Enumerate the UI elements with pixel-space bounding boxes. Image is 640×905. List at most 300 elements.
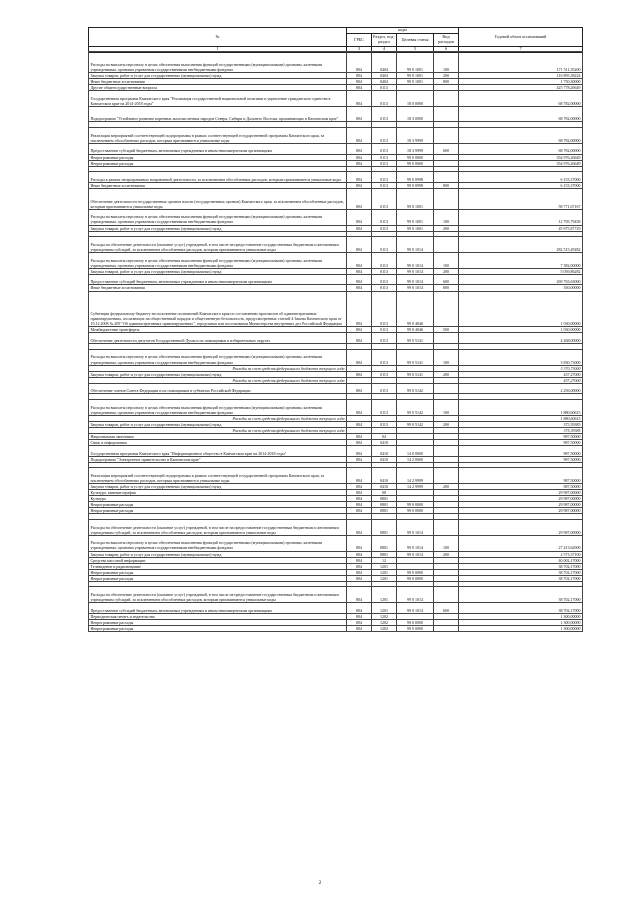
row-amount: 437,27000 [459, 377, 583, 383]
row-section: 1201 [372, 587, 397, 603]
row-section: 0113 [372, 333, 397, 344]
row-name: Обеспечение членов Совета Федерации и их помощников в субъектах Российской Федерации [89, 383, 347, 394]
row-section: 0801 [372, 535, 397, 551]
row-expense-type [434, 333, 459, 344]
row-amount: 282 515,49282 [459, 237, 583, 253]
row-name: Иные бюджетные ассигнования [89, 78, 347, 84]
row-section: 0801 [372, 551, 397, 557]
table-row [89, 468, 583, 484]
row-target-article: 99 0 1014 [397, 285, 434, 291]
row-name: Иные бюджетные ассигнования [89, 182, 347, 188]
row-grbs: 804 [347, 383, 372, 394]
row-target-article: 99 0 5142 [397, 421, 434, 427]
row-expense-type [434, 446, 459, 457]
row-name: Периодическая печать и издательства [89, 613, 347, 619]
row-grbs: 804 [347, 433, 372, 439]
table-row [89, 274, 583, 285]
row-section: 0113 [372, 268, 397, 274]
row-amount: 987,50000 [459, 484, 583, 490]
row-grbs: 804 [347, 143, 372, 154]
row-name: Связь и информатика [89, 439, 347, 445]
row-target-article: 99 0 1014 [397, 587, 434, 603]
row-target-article: 99 0 1001 [397, 188, 434, 209]
row-name: Предоставление субсидий бюджетным, автономным учреждениям и иным некоммерческим организациям [89, 143, 347, 154]
row-expense-type: 200 [434, 371, 459, 377]
row-expense-type: 200 [434, 72, 459, 78]
row-section: 1201 [372, 575, 397, 581]
row-section: 0113 [372, 154, 397, 160]
row-expense-type: 800 [434, 285, 459, 291]
row-grbs: 804 [347, 603, 372, 614]
row-grbs: 804 [347, 439, 372, 445]
row-grbs: 804 [347, 484, 372, 490]
row-name: Непрограммные расходы [89, 569, 347, 575]
row-amount: 68 782,00000 [459, 128, 583, 144]
row-target-article: 99 0 1014 [397, 252, 434, 268]
row-amount: 1 300,00000 [459, 625, 583, 631]
row-name: Обеспечение деятельности депутатов Государственной Думы и их помощников в избирательных округах [89, 333, 347, 344]
row-expense-type: 200 [434, 484, 459, 490]
row-amount: 354 976,26649 [459, 160, 583, 166]
row-expense-type [434, 468, 459, 484]
row-expense-type: 200 [434, 225, 459, 231]
row-target-article: 18 3 9999 [397, 128, 434, 144]
row-section: 1201 [372, 569, 397, 575]
row-name: Иные бюджетные ассигнования [89, 285, 347, 291]
row-amount: 425 778,26649 [459, 84, 583, 90]
row-expense-type: 600 [434, 603, 459, 614]
row-expense-type [434, 625, 459, 631]
row-section: 04 [372, 433, 397, 439]
table-row [89, 143, 583, 154]
row-amount: 987,50000 [459, 456, 583, 462]
row-amount: 38 702,17000 [459, 587, 583, 603]
row-amount: 38 702,17000 [459, 575, 583, 581]
row-target-article: 14 2 9999 [397, 484, 434, 490]
row-name: Государственная программа Камчатского края "Реализация государственной национальной политики и укрепление гражданского единства в Камчатском крае на 2014-2018 годы" [89, 90, 347, 106]
table-row [89, 349, 583, 365]
row-section: 0113 [372, 84, 397, 90]
row-name: Обеспечение деятельности государственных органов власти (государственных органов) Камчатского края, за исключением обособленных расходов, которым присваиваются уникальные коды [89, 188, 347, 209]
row-target-article: 99 0 0000 [397, 625, 434, 631]
row-grbs: 804 [347, 520, 372, 536]
row-amount: 3 370,73000 [459, 365, 583, 371]
row-expense-type: 200 [434, 551, 459, 557]
row-amount: 987,50000 [459, 446, 583, 457]
row-amount: 68 782,00000 [459, 90, 583, 106]
row-grbs: 804 [347, 456, 372, 462]
row-section: 0113 [372, 327, 397, 333]
row-name: Непрограммные расходы [89, 619, 347, 625]
row-expense-type [434, 520, 459, 536]
row-target-article: 99 0 0000 [397, 154, 434, 160]
table-row [89, 252, 583, 268]
table-row [89, 106, 583, 122]
row-amount: 1 030,00000 [459, 327, 583, 333]
row-name: Телевидение и радиовещание [89, 563, 347, 569]
row-section: 0113 [372, 106, 397, 122]
row-section: 0113 [372, 182, 397, 188]
table-row [89, 128, 583, 144]
table-row [89, 291, 583, 327]
row-target-article: 99 0 1014 [397, 551, 434, 557]
header-expense-type: Вид расходов [434, 34, 459, 47]
row-grbs: 804 [347, 90, 372, 106]
row-section: 0113 [372, 128, 397, 144]
row-grbs: 804 [347, 502, 372, 508]
row-expense-type [434, 90, 459, 106]
row-grbs: 804 [347, 106, 372, 122]
row-name: Государственная программа Камчатского края "Информационное общество в Камчатском крае на 2014-2018 годы" [89, 446, 347, 457]
row-name: Культура, кинематография [89, 490, 347, 496]
row-amount: 1 880,60615 [459, 400, 583, 416]
row-amount: 6 153,37000 [459, 172, 583, 183]
row-amount: 3 830,73000 [459, 349, 583, 365]
row-expense-type: 600 [434, 143, 459, 154]
row-section: 0113 [372, 225, 397, 231]
row-target-article: 14 0 0000 [397, 446, 434, 457]
header-colnum-3: 3 [347, 47, 372, 53]
table-row [89, 587, 583, 603]
row-target-article: 99 0 0000 [397, 160, 434, 166]
row-expense-type [434, 291, 459, 327]
row-section: 0404 [372, 52, 397, 73]
row-section: 0113 [372, 274, 397, 285]
row-section: 0410 [372, 456, 397, 462]
row-grbs: 804 [347, 446, 372, 457]
row-target-article: 99 0 1014 [397, 535, 434, 551]
row-amount: 2 573,37100 [459, 551, 583, 557]
page-number: 2 [318, 880, 322, 886]
row-expense-type: 800 [434, 182, 459, 188]
row-section: 0113 [372, 421, 397, 427]
row-grbs: 804 [347, 72, 372, 78]
row-name: Расходы на обеспечение деятельности (оказание услуг) учреждений, в том числе на предоставление государственным бюджетным и автономным учреждениям субсидий, за исключением обособленных расходов, которым присваиваются уникальные коды [89, 587, 347, 603]
row-expense-type: 100 [434, 349, 459, 365]
row-amount: 987,50000 [459, 433, 583, 439]
row-amount: 171 511,35200 [459, 52, 583, 73]
row-section: 0113 [372, 383, 397, 394]
row-expense-type: 100 [434, 535, 459, 551]
row-section: 0113 [372, 188, 397, 209]
row-section: 0113 [372, 143, 397, 154]
row-amount: 350,00000 [459, 285, 583, 291]
row-section: 0410 [372, 446, 397, 457]
header-colnum-4: 4 [372, 47, 397, 53]
row-target-article: 99 0 1001 [397, 52, 434, 73]
row-expense-type [434, 128, 459, 144]
row-grbs: 804 [347, 535, 372, 551]
row-target-article: 99 0 1014 [397, 520, 434, 536]
row-section: 0113 [372, 371, 397, 377]
row-target-article: 18 0 0000 [397, 90, 434, 106]
row-grbs: 804 [347, 508, 372, 514]
row-name: Непрограммные расходы [89, 625, 347, 631]
row-grbs: 804 [347, 619, 372, 625]
row-name: Подпрограмма "Электронное правительство в Камчатском крае" [89, 456, 347, 462]
row-expense-type: 800 [434, 78, 459, 84]
table-row [89, 333, 583, 344]
table-row [89, 603, 583, 614]
row-name: Закупка товаров, работ и услуг для государственных (муниципальных) нужд [89, 421, 347, 427]
row-section: 0801 [372, 508, 397, 514]
table-row [89, 237, 583, 253]
row-target-article: 18 3 0000 [397, 106, 434, 122]
row-expense-type: 100 [434, 52, 459, 73]
row-target-article: 99 0 1014 [397, 603, 434, 614]
table-row [89, 52, 583, 73]
row-name: Закупка товаров, работ и услуг для государственных (муниципальных) нужд [89, 72, 347, 78]
row-section: 0404 [372, 78, 397, 84]
row-amount: 987,50000 [459, 439, 583, 445]
row-amount: 1 880,60615 [459, 415, 583, 421]
row-target-article: 99 0 5141 [397, 349, 434, 365]
row-amount: 6 153,37000 [459, 182, 583, 188]
row-name: Расходы за счет средств федерального бюджета текущего года [89, 427, 347, 433]
row-grbs: 804 [347, 575, 372, 581]
row-amount: 375,39385 [459, 427, 583, 433]
row-section: 1201 [372, 563, 397, 569]
row-section: 1201 [372, 603, 397, 614]
table-row [89, 625, 583, 631]
row-grbs: 804 [347, 188, 372, 209]
row-grbs: 804 [347, 569, 372, 575]
row-name: Закупка товаров, работ и услуг для государственных (муниципальных) нужд [89, 268, 347, 274]
row-grbs: 804 [347, 349, 372, 365]
row-section: 0410 [372, 439, 397, 445]
row-expense-type [434, 587, 459, 603]
row-amount: 58 771,67167 [459, 188, 583, 209]
row-grbs: 804 [347, 587, 372, 603]
row-grbs: 804 [347, 291, 372, 327]
row-section: 12 [372, 557, 397, 563]
row-name: Расходы на выплаты персоналу в целях обеспечения выполнения функций государственными (муниципальными) органами, казенными учреждениями, органами управления государственными внебюджетными фондами [89, 400, 347, 416]
row-name: Непрограммные расходы [89, 508, 347, 514]
row-target-article: 99 0 4046 [397, 327, 434, 333]
row-amount: 29 987,00000 [459, 520, 583, 536]
row-grbs: 804 [347, 333, 372, 344]
header-colnum-7: 7 [459, 47, 583, 53]
row-amount: 68 782,00000 [459, 106, 583, 122]
row-name: Расходы на выплаты персоналу в целях обеспечения выполнения функций государственными (муниципальными) органами, казенными учреждениями, органами управления государственными внебюджетными фондами [89, 535, 347, 551]
row-name: Расходы на выплаты персоналу в целях обеспечения выполнения функций государственными (муниципальными) органами, казенными учреждениями, органами управления государственными внебюджетными фондами [89, 252, 347, 268]
row-section: 0801 [372, 502, 397, 508]
row-name: Подпрограмма "Устойчивое развитие коренных малочисленных народов Севера, Сибири и Дальнего Востока, проживающих в Камчатском крае" [89, 106, 347, 122]
row-name: Расходы на обеспечение деятельности (оказание услуг) учреждений, в том числе на предоставление государственным бюджетным и автономным учреждениям субсидий, за исключением обособленных расходов, которым присваиваются уникальные коды [89, 520, 347, 536]
row-amount: 68 782,00000 [459, 143, 583, 154]
header-target-article: Целевая статья [397, 34, 434, 47]
row-section: 0113 [372, 285, 397, 291]
row-grbs: 804 [347, 421, 372, 427]
table-row [89, 383, 583, 394]
row-name: Непрограммные расходы [89, 502, 347, 508]
row-name: Предоставление субсидий бюджетным, автономным учреждениям и иным некоммерческим организациям [89, 274, 347, 285]
row-target-article: 99 0 1014 [397, 268, 434, 274]
row-target-article: 99 0 5141 [397, 371, 434, 377]
row-grbs: 804 [347, 400, 372, 416]
row-name: Средства массовой информации [89, 557, 347, 563]
row-amount: 27 413,62900 [459, 535, 583, 551]
row-target-article: 99 0 0000 [397, 575, 434, 581]
row-name: Непрограммные расходы [89, 160, 347, 166]
row-target-article: 99 0 5142 [397, 383, 434, 394]
row-target-article: 99 0 1001 [397, 225, 434, 231]
row-target-article: 99 0 0998 [397, 182, 434, 188]
row-target-article: 99 0 5142 [397, 400, 434, 416]
table-row [89, 188, 583, 209]
row-target-article: 99 0 0000 [397, 508, 434, 514]
row-grbs: 804 [347, 160, 372, 166]
row-amount: 12 795,79438 [459, 209, 583, 225]
header-colnum-1: 1 [89, 47, 347, 53]
row-name: Непрограммные расходы [89, 575, 347, 581]
row-target-article: 18 3 9999 [397, 143, 434, 154]
row-name: Расходы на выплаты персоналу в целях обеспечения выполнения функций государственными (муниципальными) органами, казенными учреждениями, органами управления государственными внебюджетными фондами [89, 349, 347, 365]
row-target-article: 99 0 1001 [397, 78, 434, 84]
row-expense-type: 500 [434, 327, 459, 333]
table-row [89, 446, 583, 457]
row-section: 1202 [372, 619, 397, 625]
row-amount: 7 382,00000 [459, 252, 583, 268]
row-target-article: 99 0 5141 [397, 333, 434, 344]
row-section: 0113 [372, 291, 397, 327]
row-name: Реализация мероприятий соответствующей подпрограммы в рамках соответствующей государственной программы Камчатского края, за исключением обособленных расходов, которым присваиваются уникальные коды [89, 468, 347, 484]
row-section: 0113 [372, 237, 397, 253]
row-amount: 375,39385 [459, 421, 583, 427]
row-section: 1202 [372, 625, 397, 631]
row-target-article: 99 0 1001 [397, 72, 434, 78]
row-name: Межбюджетные трансферты [89, 327, 347, 333]
header-colnum-5: 5 [397, 47, 434, 53]
row-section: 0801 [372, 496, 397, 502]
row-amount: 354 976,26649 [459, 154, 583, 160]
row-section: 0113 [372, 209, 397, 225]
row-amount: 38 702,17000 [459, 563, 583, 569]
row-target-article: 99 0 1001 [397, 209, 434, 225]
row-section: 0801 [372, 520, 397, 536]
table-header [88, 27, 583, 53]
row-amount: 1 300,00000 [459, 619, 583, 625]
row-amount: 29 987,00000 [459, 496, 583, 502]
row-grbs: 804 [347, 172, 372, 183]
header-colnum-6: 6 [434, 47, 459, 53]
row-grbs: 804 [347, 563, 372, 569]
row-grbs: 804 [347, 496, 372, 502]
row-expense-type: 600 [434, 274, 459, 285]
row-amount: 29 987,00000 [459, 502, 583, 508]
row-expense-type: 200 [434, 421, 459, 427]
row-amount: 1 750,30000 [459, 78, 583, 84]
row-amount: 29 987,00000 [459, 490, 583, 496]
row-name: Расходы на выплаты персоналу в целях обеспечения выполнения функций государственными (муниципальными) органами, казенными учреждениями, органами управления государственными внебюджетными фондами [89, 52, 347, 73]
row-expense-type [434, 106, 459, 122]
row-target-article: 99 0 0000 [397, 569, 434, 575]
row-name: Реализация мероприятий соответствующей подпрограммы в рамках соответствующей государственной программы Камчатского края, за исключением обособленных расходов, которым присваиваются уникальные коды [89, 128, 347, 144]
row-grbs: 804 [347, 237, 372, 253]
row-amount: 5 059,86282 [459, 268, 583, 274]
table-row [89, 209, 583, 225]
table-row [89, 172, 583, 183]
row-amount: 1 030,00000 [459, 291, 583, 327]
table-row [89, 400, 583, 416]
row-name: Расходы за счет средств федерального бюджета текущего года [89, 415, 347, 421]
row-grbs: 804 [347, 274, 372, 285]
row-name: Закупка товаров, работ и услуг для государственных (муниципальных) нужд [89, 371, 347, 377]
header-section: Раздел, под-раздел [372, 34, 397, 47]
row-name: Расходы за счет средств федерального бюджета текущего года [89, 377, 347, 383]
row-grbs: 804 [347, 327, 372, 333]
header-annual-volume: Годовой объем ассигнований [459, 28, 583, 47]
row-grbs: 804 [347, 468, 372, 484]
row-grbs: 804 [347, 252, 372, 268]
row-expense-type [434, 383, 459, 394]
row-name: Расходы на выплаты персоналу в целях обеспечения выполнения функций государственными (муниципальными) органами, казенными учреждениями, органами управления государственными внебюджетными фондами [89, 209, 347, 225]
row-amount: 45 975,87729 [459, 225, 583, 231]
row-section: 0410 [372, 468, 397, 484]
table-row [89, 520, 583, 536]
row-grbs: 804 [347, 78, 372, 84]
row-grbs: 804 [347, 625, 372, 631]
row-target-article: 99 0 0998 [397, 172, 434, 183]
row-grbs: 804 [347, 209, 372, 225]
row-target-article: 14 2 9999 [397, 468, 434, 484]
row-name: Закупка товаров, работ и услуг для государственных (муниципальных) нужд [89, 225, 347, 231]
row-grbs: 804 [347, 182, 372, 188]
row-name: Расходы в рамках непрограммных направлений деятельности, за исключением обособленных расходов, которым присваиваются уникальные коды [89, 172, 347, 183]
row-grbs: 804 [347, 490, 372, 496]
row-name: Национальная экономика [89, 433, 347, 439]
row-expense-type: 100 [434, 252, 459, 268]
row-name: Расходы за счет средств федерального бюджета текущего года [89, 365, 347, 371]
header-grbs: ГРБС [347, 34, 372, 47]
row-grbs: 804 [347, 84, 372, 90]
row-grbs: 804 [347, 268, 372, 274]
table-row [89, 535, 583, 551]
row-name: Непрограммные расходы [89, 154, 347, 160]
row-expense-type [434, 237, 459, 253]
row-section: 0113 [372, 90, 397, 106]
row-amount: 116 895,38224 [459, 72, 583, 78]
row-section: 0113 [372, 160, 397, 166]
budget-table [88, 51, 583, 632]
row-amount: 38 702,17000 [459, 569, 583, 575]
row-grbs: 804 [347, 154, 372, 160]
header-number: № [89, 28, 347, 47]
row-name: Закупка товаров, работ и услуг для государственных (муниципальных) нужд [89, 484, 347, 490]
row-amount: 2 256,00000 [459, 383, 583, 394]
row-name: Субвенции федеральному бюджету на исполнение полномочий Камчатского края по составлению протоколов об административных правонарушениях, посягающих на общественный порядок и общественную безопасность, предусмотренных статьей 4 Закона Камчатского края от 19.12.2008 № 209 "Об административных правонарушениях", городскими или поселковыми Министерства внутренних дел Российской Федерации [89, 291, 347, 327]
row-target-article: 99 0 4046 [397, 291, 434, 327]
row-section: 1202 [372, 613, 397, 619]
table-row [89, 90, 583, 106]
row-grbs: 804 [347, 52, 372, 73]
row-amount: 4 268,00000 [459, 333, 583, 344]
row-name: Другие общегосударственные вопросы [89, 84, 347, 90]
row-target-article: 14 2 0000 [397, 456, 434, 462]
row-amount: 40 002,17000 [459, 557, 583, 563]
row-expense-type: 100 [434, 400, 459, 416]
row-expense-type [434, 188, 459, 209]
row-amount: 987,50000 [459, 468, 583, 484]
row-name: Закупка товаров, работ и услуг для государственных (муниципальных) нужд [89, 551, 347, 557]
row-expense-type: 100 [434, 209, 459, 225]
row-name: Предоставление субсидий бюджетным, автономным учреждениям и иным некоммерческим организациям [89, 603, 347, 614]
row-section: 08 [372, 490, 397, 496]
row-name: Расходы на обеспечение деятельности (оказание услуг) учреждений, в том числе на предоставление государственным бюджетным и автономным учреждениям субсидий, за исключением обособленных расходов, которым присваиваются уникальные коды [89, 237, 347, 253]
row-section: 0113 [372, 349, 397, 365]
row-grbs: 804 [347, 225, 372, 231]
row-grbs: 804 [347, 551, 372, 557]
